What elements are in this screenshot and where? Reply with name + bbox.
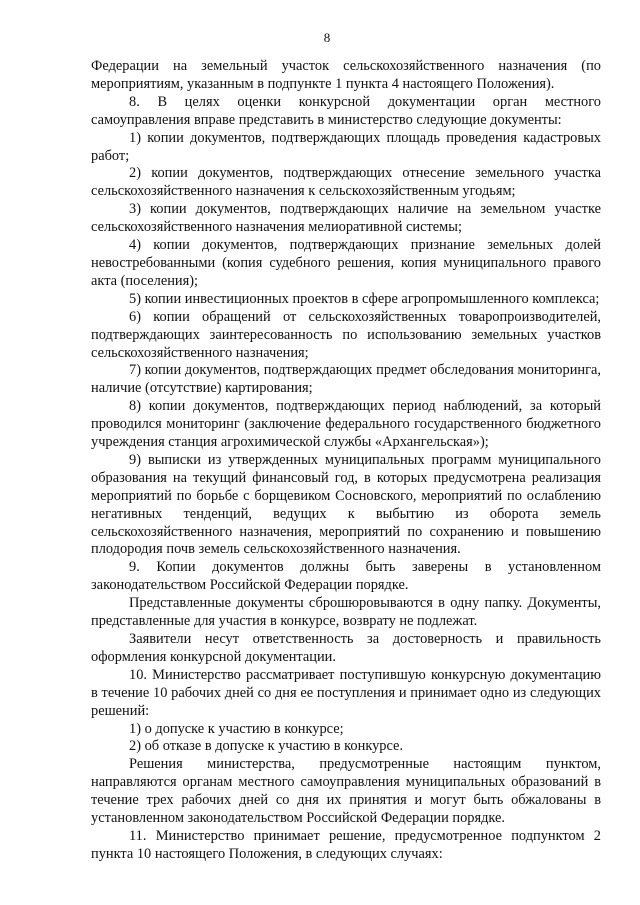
list-item-8-8: 8) копии документов, подтверждающих период наблюдений, за который проводился мониторинг (заключение федерального государственного бюджетного учреждения станция агрохимической службы «Архангельская»); (91, 398, 601, 451)
list-item-8-4: 4) копии документов, подтверждающих признание земельных долей невостребованными (копия судебного решения, копия муниципального правого акта (поселения); (91, 237, 601, 289)
paragraph-continuation: Федерации на земельный участок сельскохозяйственного назначения (по мероприятиям, указанным в подпункте 1 пункта 4 настоящего Положения). (91, 58, 601, 92)
list-item-10-1: 1) о допуске к участию в конкурсе; (129, 720, 344, 737)
paragraph-9: 9. Копии документов должны быть заверены в установленном законодательством Российской Федерации порядке. (91, 559, 601, 594)
list-item-8-2: 2) копии документов, подтверждающих отнесение земельного участка сельскохозяйственного назначения к сельскохозяйственным угодьям; (91, 165, 601, 200)
paragraph-10-decisions: Решения министерства, предусмотренные настоящим пунктом, направляются органам местного самоуправления муниципальных образований в течение трех рабочих дней со дня их принятия и могут быть обжалованы в установленном законодательством Российской Федерации порядке. (91, 756, 601, 827)
paragraph-9-folder: Представленные документы сброшюровываются в одну папку. Документы, представленные для участия в конкурсе, возврату не подлежат. (91, 595, 601, 630)
list-item-8-9: 9) выписки из утвержденных муниципальных программ муниципального образования на текущий финансовый год, в которых предусмотрена реализация мероприятий по борьбе с борщевиком Сосновского, мероприятий по ослаблению негативных тенденций, ведущих к выбытию из оборота земель сельскохозяйственного назначения, мероприятий по сохранению и повышению плодородия почв земель сельскохозяйственного назначения. (91, 451, 601, 558)
list-item-8-6: 6) копии обращений от сельскохозяйственных товаропроизводителей, подтверждающих заинтересованность по использованию земельных участков сельскохозяйственного назначения; (91, 308, 601, 361)
paragraph-11: 11. Министерство принимает решение, предусмотренное подпунктом 2 пункта 10 настоящего Положения, в следующих случаях: (91, 827, 601, 862)
paragraph-8: 8. В целях оценки конкурсной документации орган местного самоуправления вправе представить в министерство следующие документы: (91, 93, 601, 128)
list-item-8-7: 7) копии документов, подтверждающих предмет обследования мониторинга, наличие (отсутствие) картирования; (91, 362, 601, 397)
page-number: 8 (323, 30, 331, 45)
list-item-8-1: 1) копии документов, подтверждающих площадь проведения кадастровых работ; (91, 129, 601, 164)
body-text (91, 58, 601, 864)
list-item-10-2: 2) об отказе в допуске к участию в конкурсе. (129, 738, 404, 755)
paragraph-10: 10. Министерство рассматривает поступившую конкурсную документацию в течение 10 рабочих дней со дня ее поступления и принимает одно из следующих решений: (91, 666, 601, 719)
paragraph-9-responsibility: Заявители несут ответственность за достоверность и правильность оформления конкурсной документации. (91, 631, 601, 665)
list-item-8-3: 3) копии документов, подтверждающих наличие на земельном участке сельскохозяйственного назначения мелиоративной системы; (91, 201, 601, 236)
list-item-8-5: 5) копии инвестиционных проектов в сфере агропромышленного комплекса; (129, 290, 600, 307)
